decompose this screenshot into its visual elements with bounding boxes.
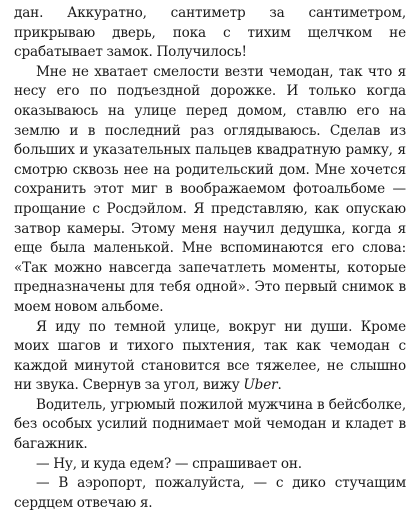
- paragraph-3: [14, 318, 406, 396]
- paragraph-2-text: Мне не хватает смелости везти чемодан, так что я несу его по подъездной дорожке. И только когда оказываюсь на улице перед домом, ставлю его на землю и в последний раз оглядываюсь. Сделав из больших и указательных пальцев квадратную рамку, я смотрю сквозь нее на родительский дом. Мне хочется сохранить этот миг в воображаемом фотоальбоме — прощание с Росдэйлом. Я представляю, как опускаю затвор камеры. Этому меня научил дедушка, когда я еще была маленькой. Мне вспоминаются его слова: «Так можно навсегда запечатлеть моменты, которые предназначены для тебя одной». Это первый снимок в моем новом альбоме.: [14, 63, 406, 315]
- paragraph-4-text: Водитель, угрюмый пожилой мужчина в бейсболке, без особых усилий поднимает мой чемодан и кладет в багажник.: [14, 396, 406, 453]
- paragraph-3-period: .: [277, 377, 282, 394]
- dialogue-line-2-text: — В аэропорт, пожалуйста, — с дико стучащим сердцем отвечаю я.: [14, 475, 406, 511]
- paragraph-3-italic-uber: Uber: [243, 377, 278, 394]
- paragraph-4: [14, 396, 406, 455]
- paragraph-1: [14, 4, 406, 63]
- dialogue-line-1-text: — Ну, и куда едем? — спрашивает он.: [36, 455, 302, 472]
- paragraph-2: [14, 63, 406, 318]
- paragraph-1-text: дан. Аккуратно, сантиметр за сантиметром, прикрываю дверь, пока с тихим щелчком не срабатывает замок. Получилось!: [14, 5, 406, 61]
- dialogue-line-1: [14, 455, 406, 475]
- paragraph-3-text: Я иду по темной улице, вокруг ни души. Кроме моих шагов и тихого пыхтения, так как чемодан с каждой минутой становится все тяжелее, не слышно ни звука. Свернув за угол, вижу: [14, 318, 406, 394]
- dialogue-line-2: [14, 474, 406, 513]
